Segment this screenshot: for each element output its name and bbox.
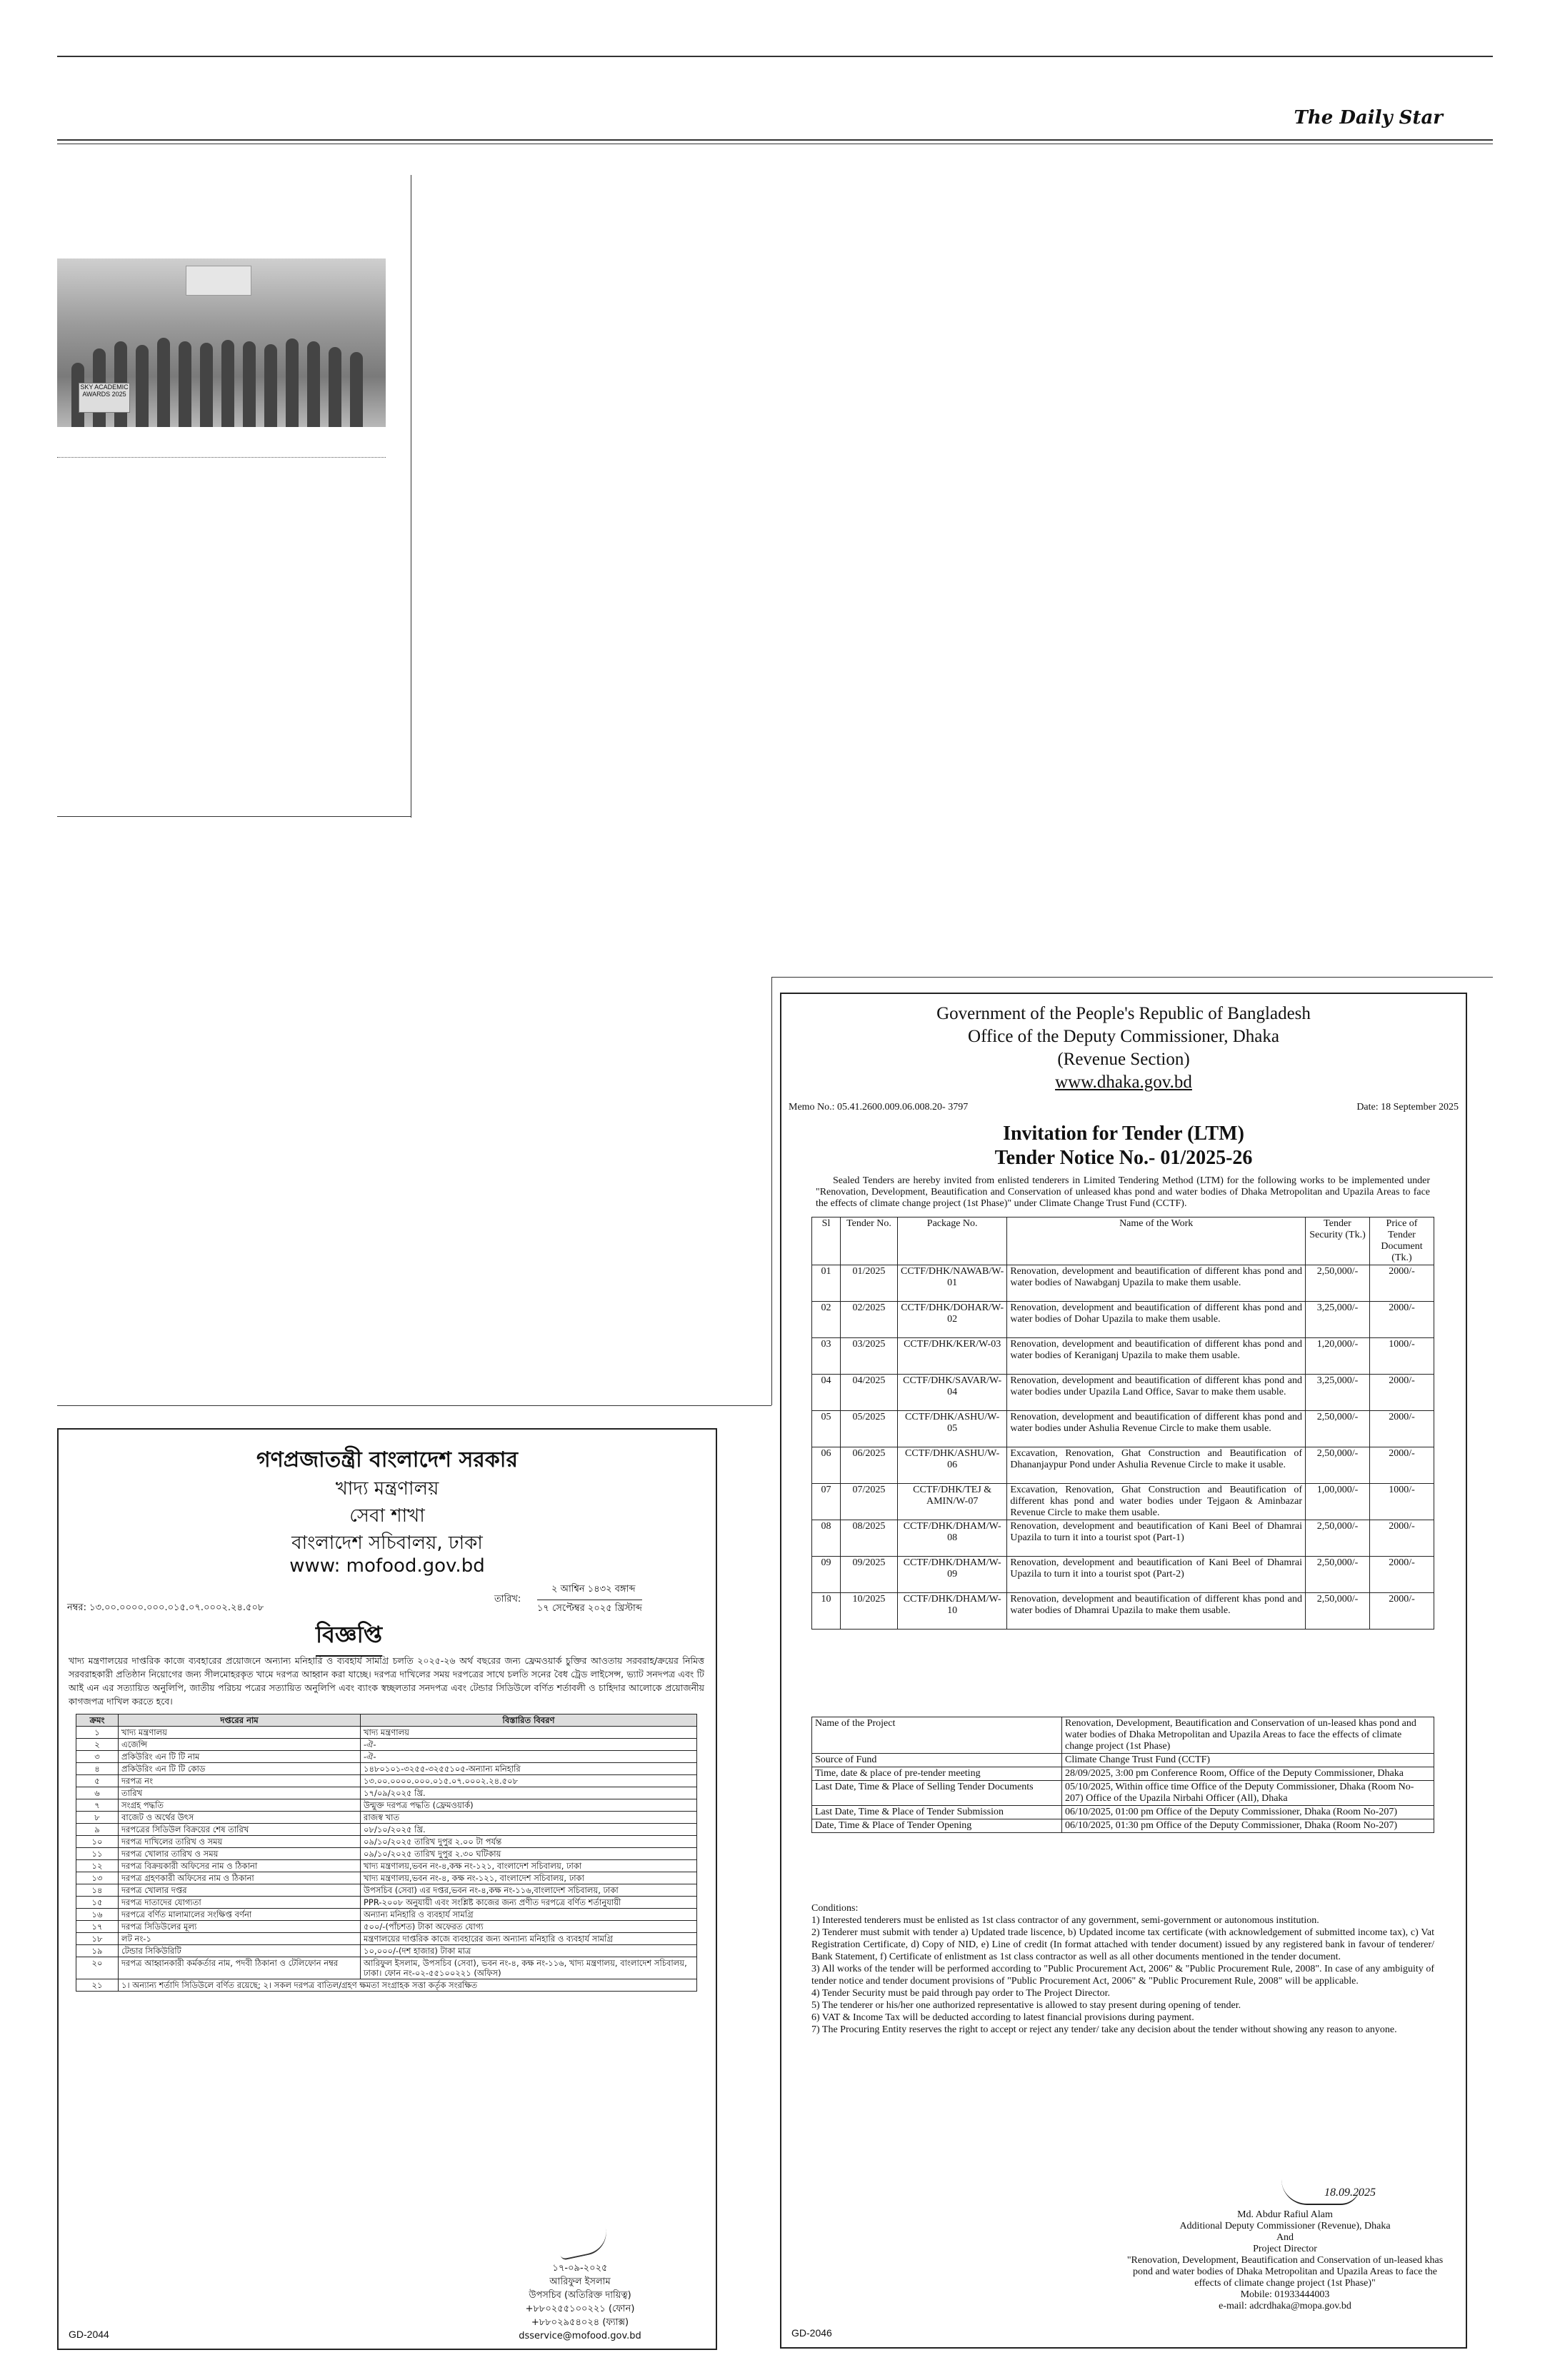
table-row <box>76 1836 697 1848</box>
en-row-cell: 2000/- <box>1370 1265 1434 1302</box>
en-row-cell: 04/2025 <box>841 1375 898 1411</box>
bn-row-label: দরপত্র দাতাদের যোগ্যতা <box>119 1897 361 1909</box>
en-condition-item: 1) Interested tenderers must be enlisted as 1st class contractor of any government, semi-government or autonomous institution. <box>811 1915 1319 1926</box>
en-row-cell: 1,00,000/- <box>1306 1484 1370 1520</box>
en-row-cell: CCTF/DHK/KER/W-03 <box>898 1338 1007 1375</box>
bn-row-serial: ১৮ <box>76 1933 119 1945</box>
en-row-cell: CCTF/DHK/DHAM/W-10 <box>898 1593 1007 1630</box>
table-row <box>76 1945 697 1957</box>
photo-caption-dotted-rule <box>57 457 386 458</box>
en-notice-no: Tender Notice No.- 01/2025-26 <box>994 1147 1253 1169</box>
en-row-cell: CCTF/DHK/ASHU/W-06 <box>898 1447 1007 1484</box>
table-row <box>76 1775 697 1787</box>
table-row <box>812 1819 1434 1833</box>
en-row-cell: 2,50,000/- <box>1306 1520 1370 1557</box>
table-row <box>76 1727 697 1739</box>
bangla-tender-notice <box>57 1428 717 2350</box>
en-info-value: 06/10/2025, 01:00 pm Office of the Deputy Commissioner, Dhaka (Room No-207) <box>1062 1806 1434 1819</box>
en-condition-item: 6) VAT & Income Tax will be deducted according to latest financial provisions during payment. <box>811 2012 1194 2023</box>
en-title: Invitation for Tender (LTM) <box>1003 1123 1244 1145</box>
table-row <box>76 1751 697 1763</box>
bn-row-detail: ১০,০০০/-(দশ হাজার) টাকা মাত্র <box>361 1945 697 1957</box>
bn-place: বাংলাদেশ সচিবালয়, ঢাকা <box>291 1532 483 1554</box>
en-condition-item: 3) All works of the tender will be performed according to "Public Procurement Act, 2006" & "Public Procurement Rule, 2008". In case of any ambiguity of tender notice and tender document provisions of "Public Procurement Act, 2006" & "Public Procurement Rule, 2008" will be applicable. <box>811 1964 1434 1987</box>
en-info-label: Source of Fund <box>812 1754 1062 1767</box>
en-row-cell: Renovation, development and beautification of different khas pond and water bodies of Nawabganj Upazila to make them usable. <box>1007 1265 1306 1302</box>
bn-row-serial: ২১ <box>76 1979 119 1992</box>
en-sig-date: 18.09.2025 <box>1324 2186 1376 2199</box>
en-row-cell: 07 <box>812 1484 841 1520</box>
en-website: www.dhaka.gov.bd <box>1055 1073 1192 1092</box>
table-row <box>812 1593 1434 1630</box>
table-row <box>76 1812 697 1824</box>
en-row-cell: 09/2025 <box>841 1557 898 1593</box>
en-info-label: Last Date, Time & Place of Selling Tender Documents <box>812 1781 1062 1806</box>
en-sig-mobile: Mobile: 01933444003 <box>1240 2289 1330 2300</box>
en-row-cell: 02 <box>812 1302 841 1338</box>
bn-date-bangla: ২ আশ্বিন ১৪৩২ বঙ্গাব্দ <box>551 1584 636 1595</box>
award-placard: SKY ACADEMIC AWARDS 2025 <box>79 383 130 413</box>
table-row <box>76 1897 697 1909</box>
bn-row-notes: ১। অন্যান্য শর্তাদি সিডিউলে বর্ণিত রয়েছে; ২। সকল দরপত্র বাতিল/গ্রহণ ক্ষমতা সংগ্রাহক সত্তা কর্তৃক সংরক্ষিত <box>119 1979 697 1992</box>
en-info-value: Renovation, Development, Beautification and Conservation of un-leased khas pond and water bodies of Dhaka Metropolitan and Upazila Areas to face the effects of climate change project (1st Phase) <box>1062 1717 1434 1754</box>
en-row-cell: CCTF/DHK/ASHU/W-05 <box>898 1411 1007 1447</box>
en-memo: Memo No.: 05.41.2600.009.06.008.20- 3797 <box>789 1102 969 1113</box>
bn-row-label: দরপত্র বিক্রয়কারী অফিসের নাম ও ঠিকানা <box>119 1860 361 1872</box>
bn-sig-phone: +৮৮০২৫৫১০০২২১ (ফোন) <box>525 2304 635 2314</box>
en-gd-number: GD-2046 <box>791 2327 832 2339</box>
en-info-label: Date, Time & Place of Tender Opening <box>812 1819 1062 1833</box>
table-row <box>76 1763 697 1775</box>
en-row-cell: Renovation, development and beautification of Kani Beel of Dhamrai Upazila to turn it into a tourist spot (Part-2) <box>1007 1557 1306 1593</box>
bn-row-detail: রাজস্ব খাত <box>361 1812 697 1824</box>
table-row <box>76 1848 697 1860</box>
bn-row-label: দরপত্র নং <box>119 1775 361 1787</box>
bn-row-detail: -ঐ- <box>361 1739 697 1751</box>
en-intro: Sealed Tenders are hereby invited from enlisted tenderers in Limited Tendering Method (LTM) for the following works to be implemented under "Renovation, Development, Beautification and Conservation of unleased khas pond and water bodies of Dhaka Metropolitan and Upazila Areas to face the effects of climate change project (1st Phase)" under Climate Change Trust Fund (CCTF). <box>816 1175 1430 1209</box>
bn-body: খাদ্য মন্ত্রণালয়ের দাপ্তরিক কাজে ব্যবহারের প্রয়োজনে অন্যান্য মনিহারি ও ব্যবহার্য সামগ্রি চলতি ২০২৫-২৬ অর্থ বছরের জন্য ফ্রেমওয়ার্ক চুক্তির আওতায় সরবরাহ/ক্রয়ের নিমিত্ত সরবরাহকারী প্রতিষ্ঠান নিয়োগের জন্য সীলমোহরকৃত খামে দরপত্র আহ্বান করা যাচ্ছে। দরপত্র দাখিলের সময় দরপত্রের সাথে চলতি সনের বৈধ ট্রেড লাইসেন্স, ভ্যাট সনদপত্র এবং টি আই এন এর সত্যায়িত অনুলিপি, জাতীয় পরিচয় পত্রের সত্যায়িত অনুলিপি এবং ব্যাংক স্বচ্ছলতার সনদপত্র এবং টেন্ডার সিডিউলে বর্ণিত শর্তাবলী ও চাহিদার আলোকে প্রয়োজনীয় কাগজপত্র দাখিল করতে হবে। <box>69 1655 704 1707</box>
en-row-cell: 2,50,000/- <box>1306 1265 1370 1302</box>
en-row-cell: 2000/- <box>1370 1411 1434 1447</box>
en-row-cell: 10 <box>812 1593 841 1630</box>
bn-date-greg: ১৭ সেপ্টেম্বর ২০২৫ খ্রিস্টাব্দ <box>537 1600 642 1617</box>
bn-row-label: দরপত্র খোলার তারিখ ও সময় <box>119 1848 361 1860</box>
bn-row-label: বাজেট ও অর্থের উৎস <box>119 1812 361 1824</box>
table-row <box>812 1781 1434 1806</box>
en-row-cell: 1,20,000/- <box>1306 1338 1370 1375</box>
table-row <box>812 1447 1434 1484</box>
bn-gd-number: GD-2044 <box>69 2329 109 2340</box>
en-row-cell: 03/2025 <box>841 1338 898 1375</box>
bn-row-label: দরপত্র গ্রহণকারী অফিসের নাম ও ঠিকানা <box>119 1872 361 1884</box>
bn-row-label: লট নং-১ <box>119 1933 361 1945</box>
bn-row-detail: খাদ্য মন্ত্রণালয়,ভবন নং-৪, কক্ষ নং-১২১, বাংলাদেশ সচিবালয়, ঢাকা <box>361 1872 697 1884</box>
table-row <box>812 1754 1434 1767</box>
en-row-cell: CCTF/DHK/NAWAB/W-01 <box>898 1265 1007 1302</box>
en-row-cell: 02/2025 <box>841 1302 898 1338</box>
en-sig-pd: Project Director <box>1253 2244 1317 2254</box>
en-row-cell: 09 <box>812 1557 841 1593</box>
en-info-value: 28/09/2025, 3:00 pm Conference Room, Office of the Deputy Commissioner, Dhaka <box>1062 1767 1434 1781</box>
en-row-cell: 1000/- <box>1370 1338 1434 1375</box>
en-row-cell: 2000/- <box>1370 1302 1434 1338</box>
en-row-cell: Renovation, development and beautification of Kani Beel of Dhamrai Upazila to turn it into a tourist spot (Part-1) <box>1007 1520 1306 1557</box>
en-row-cell: 08/2025 <box>841 1520 898 1557</box>
bn-row-label: প্রকিউরিং এন টি টি নাম <box>119 1751 361 1763</box>
table-row <box>812 1557 1434 1593</box>
en-row-cell: 06 <box>812 1447 841 1484</box>
bn-row-detail: খাদ্য মন্ত্রণালয়,ভবন নং-৪,কক্ষ নং-১২১, বাংলাদেশ সচিবালয়, ঢাকা <box>361 1860 697 1872</box>
table-row <box>76 1787 697 1799</box>
mid-left-rule <box>57 1405 771 1406</box>
en-sig-project: "Renovation, Development, Beautification and Conservation of un-leased khas pond and water bodies of Dhaka Metropolitan and Upazila Areas to face the effects of climate change project (1st Phase)" <box>1126 2255 1444 2289</box>
en-row-cell: 2,50,000/- <box>1306 1593 1370 1630</box>
en-row-cell: 2000/- <box>1370 1447 1434 1484</box>
table-row <box>812 1520 1434 1557</box>
bn-row-serial: ১২ <box>76 1860 119 1872</box>
top-rule <box>57 56 1493 57</box>
bn-row-label: তারিখ <box>119 1787 361 1799</box>
bn-row-serial: ৬ <box>76 1787 119 1799</box>
bn-row-serial: ১৪ <box>76 1884 119 1897</box>
en-info-value: 05/10/2025, Within office time Office of the Deputy Commissioner, Dhaka (Room No-207) Office of the Upazila Nirbahi Officer (All), Dhaka <box>1062 1781 1434 1806</box>
bn-gov-heading: গণপ্রজাতন্ত্রী বাংলাদেশ সরকার <box>256 1447 518 1472</box>
bn-row-label: দরপত্র দাখিলের তারিখ ও সময় <box>119 1836 361 1848</box>
bn-row-serial: ৫ <box>76 1775 119 1787</box>
bn-row-serial: ৪ <box>76 1763 119 1775</box>
en-row-cell: Renovation, development and beautification of different khas pond and water bodies under Upazila Land Office, Savar to make them usable. <box>1007 1375 1306 1411</box>
bn-row-detail: -ঐ- <box>361 1751 697 1763</box>
bn-row-serial: ১৫ <box>76 1897 119 1909</box>
bn-signature-mark <box>556 2228 610 2261</box>
table-row <box>812 1265 1434 1302</box>
table-row <box>76 1824 697 1836</box>
mid-rule <box>771 977 1493 978</box>
en-row-cell: 01 <box>812 1265 841 1302</box>
bn-row-serial: ১৯ <box>76 1945 119 1957</box>
en-conditions <box>811 1902 1434 2036</box>
bn-sig-date: ১৭-০৯-২০২৫ <box>552 2263 608 2274</box>
en-row-cell: Excavation, Renovation, Ghat Construction and Beautification of Dhananjaypur Pond under Ashulia Revenue Circle to make it usable. <box>1007 1447 1306 1484</box>
bn-row-detail: ১৩.০০.০০০০.০০০.০১৫.০৭.০০০২.২৪.৫০৮ <box>361 1775 697 1787</box>
bn-sig-fax: +৮৮০২৯৫৪০২৪ (ফ্যাক্স) <box>531 2317 629 2328</box>
en-info-value: Climate Change Trust Fund (CCTF) <box>1062 1754 1434 1767</box>
bn-sig-email: dsservice@mofood.gov.bd <box>519 2331 641 2341</box>
bn-row-detail: উপসচিব (সেবা) এর দপ্তর,ভবন নং-৪,কক্ষ নং-১১৬,বাংলাদেশ সচিবালয়, ঢাকা <box>361 1884 697 1897</box>
en-row-cell: CCTF/DHK/DOHAR/W-02 <box>898 1302 1007 1338</box>
bn-row-serial: ২০ <box>76 1957 119 1979</box>
en-sig-title: Additional Deputy Commissioner (Revenue), Dhaka <box>1179 2221 1391 2231</box>
en-row-cell: 06/2025 <box>841 1447 898 1484</box>
bn-row-detail: ১৭/০৯/২০২৫ খ্রি. <box>361 1787 697 1799</box>
table-row <box>76 1799 697 1812</box>
table-row <box>76 1739 697 1751</box>
bn-row-serial: ২ <box>76 1739 119 1751</box>
bn-row-serial: ১৭ <box>76 1921 119 1933</box>
bn-row-serial: ১৩ <box>76 1872 119 1884</box>
bn-sig-title: উপসচিব (অতিরিক্ত দায়িত্ব) <box>529 2290 631 2301</box>
table-row <box>812 1806 1434 1819</box>
en-info-value: 06/10/2025, 01:30 pm Office of the Deputy Commissioner, Dhaka (Room No-207) <box>1062 1819 1434 1833</box>
en-row-cell: 07/2025 <box>841 1484 898 1520</box>
table-row <box>76 1921 697 1933</box>
bn-row-label: দরপত্র আহ্বানকারী কর্মকর্তার নাম, পদবী ঠিকানা ও টেলিফোন নম্বর <box>119 1957 361 1979</box>
en-gov-heading: Government of the People's Republic of Bangladesh <box>936 1004 1311 1023</box>
bn-row-detail: মন্ত্রণালয়ের দাপ্তরিক কাজে ব্যবহারের জন্য অন্যান্য মনিহারি ও ব্যবহার্য সামগ্রি <box>361 1933 697 1945</box>
table-row <box>812 1375 1434 1411</box>
table-row <box>76 1957 697 1979</box>
english-tender-notice <box>780 993 1467 2349</box>
bn-row-label: প্রকিউরিং এন টি টি কোড <box>119 1763 361 1775</box>
en-row-cell: 3,25,000/- <box>1306 1302 1370 1338</box>
en-table-header: Sl <box>812 1217 841 1265</box>
en-row-cell: 2,50,000/- <box>1306 1447 1370 1484</box>
en-table-header: Package No. <box>898 1217 1007 1265</box>
en-row-cell: 1000/- <box>1370 1484 1434 1520</box>
en-row-cell: Renovation, development and beautification of different khas pond and water bodies of Dohar Upazila to make them usable. <box>1007 1302 1306 1338</box>
en-condition-item: 7) The Procuring Entity reserves the right to accept or reject any tender/ take any decision about the tender without showing any reason to anyone. <box>811 2024 1397 2035</box>
en-row-cell: 2,50,000/- <box>1306 1411 1370 1447</box>
en-table-header: Name of the Work <box>1007 1217 1306 1265</box>
bn-signature-block <box>459 2261 701 2343</box>
bn-row-detail: অন্যান্য মনিহারি ও ব্যবহার্য সামগ্রি <box>361 1909 697 1921</box>
en-row-cell: Excavation, Renovation, Ghat Construction and Beautification of different khas pond and water bodies under Tejgaon & Aminbazar Revenue Circle to make them usable. <box>1007 1484 1306 1520</box>
bn-table <box>76 1714 697 1992</box>
en-table-header: Tender No. <box>841 1217 898 1265</box>
en-condition-item: 5) The tenderer or his/her one authorized representative is allowed to stay present during opening of tender. <box>811 2000 1241 2011</box>
en-row-cell: CCTF/DHK/TEJ & AMIN/W-07 <box>898 1484 1007 1520</box>
bn-row-serial: ১০ <box>76 1836 119 1848</box>
table-row <box>76 1872 697 1884</box>
en-row-cell: 10/2025 <box>841 1593 898 1630</box>
table-row <box>812 1338 1434 1375</box>
bn-branch: সেবা শাখা <box>349 1505 425 1527</box>
en-info-label: Time, date & place of pre-tender meeting <box>812 1767 1062 1781</box>
bn-row-label: দরপত্র খোলার দপ্তর <box>119 1884 361 1897</box>
en-row-cell: 3,25,000/- <box>1306 1375 1370 1411</box>
en-row-cell: 2000/- <box>1370 1593 1434 1630</box>
bn-row-serial: ১৬ <box>76 1909 119 1921</box>
en-row-cell: 2000/- <box>1370 1520 1434 1557</box>
table-row <box>812 1767 1434 1781</box>
en-sig-and: And <box>1276 2232 1294 2243</box>
en-row-cell: Renovation, development and beautification of different khas pond and water bodies of Keraniganj Upazila to make them usable. <box>1007 1338 1306 1375</box>
bn-row-label: সংগ্রহ পদ্ধতি <box>119 1799 361 1812</box>
en-row-cell: 05 <box>812 1411 841 1447</box>
en-info-table <box>811 1717 1434 1833</box>
bn-row-detail: খাদ্য মন্ত্রণালয় <box>361 1727 697 1739</box>
en-row-cell: CCTF/DHK/SAVAR/W-04 <box>898 1375 1007 1411</box>
en-row-cell: CCTF/DHK/DHAM/W-09 <box>898 1557 1007 1593</box>
bn-table-header: দপ্তরের নাম <box>119 1714 361 1727</box>
bn-row-serial: ১ <box>76 1727 119 1739</box>
bn-row-label: দরপত্র সিডিউলের মূল্য <box>119 1921 361 1933</box>
en-section: (Revenue Section) <box>1057 1050 1190 1069</box>
table-row <box>812 1484 1434 1520</box>
header-rule <box>57 139 1493 141</box>
table-row <box>76 1979 697 1992</box>
en-row-cell: 2,50,000/- <box>1306 1557 1370 1593</box>
bn-row-detail: আরিফুল ইসলাম, উপসচিব (সেবা), ভবন নং-৪, কক্ষ নং-১১৬, খাদ্য মন্ত্রণালয়, বাংলাদেশ সচিবালয়, ঢাকা। ফোন নং-০২-৫৫১০০২২১ (অফিস) <box>361 1957 697 1979</box>
en-row-cell: 05/2025 <box>841 1411 898 1447</box>
en-row-cell: 03 <box>812 1338 841 1375</box>
en-signature-block <box>1124 2209 1446 2312</box>
en-row-cell: Renovation, development and beautification of different khas pond and water bodies of Dhamrai Upazila to make them usable. <box>1007 1593 1306 1630</box>
bn-row-detail: ০৮/১০/২০২৫ খ্রি. <box>361 1824 697 1836</box>
bn-row-serial: ৮ <box>76 1812 119 1824</box>
table-row <box>812 1302 1434 1338</box>
bn-row-detail: ০৯/১০/২০২৫ তারিখ দুপুর ২.০০ টা পর্যন্ত <box>361 1836 697 1848</box>
bn-row-detail: ০৯/১০/২০২৫ তারিখ দুপুর ২.৩০ ঘটিকায় <box>361 1848 697 1860</box>
photo-banner <box>186 266 251 296</box>
en-condition-item: 2) Tenderer must submit with tender a) Updated trade liscence, b) Updated income tax certificate (with acknowledgement of submitted income tax), c) Vat Registration Certificate, d) Copy of NID, e) Line of credit (In format attached with tender document) issued by any registered bank in favour of tenderer/ Bank Statement, f) Certificate of enlistment as 1st class contractor as well as all other documents mentioned in the tender document. <box>811 1927 1434 1962</box>
en-row-cell: 2000/- <box>1370 1375 1434 1411</box>
bn-title: বিজ্ঞপ্তি <box>316 1617 382 1657</box>
column-bottom-rule <box>57 816 411 817</box>
table-row <box>76 1909 697 1921</box>
table-row <box>812 1411 1434 1447</box>
bn-row-label: দরপত্রে বর্ণিত মালামালের সংক্ষিপ্ত বর্ণনা <box>119 1909 361 1921</box>
news-photo <box>57 258 386 427</box>
table-row <box>76 1860 697 1872</box>
en-table-header: Price of Tender Document (Tk.) <box>1370 1217 1434 1265</box>
en-office: Office of the Deputy Commissioner, Dhaka <box>968 1027 1279 1046</box>
bn-row-label: টেন্ডার সিকিউরিটি <box>119 1945 361 1957</box>
bn-website: www: mofood.gov.bd <box>289 1555 485 1577</box>
en-info-label: Last Date, Time & Place of Tender Submission <box>812 1806 1062 1819</box>
bn-sig-name: আরিফুল ইসলাম <box>549 2276 611 2287</box>
bn-row-serial: ৩ <box>76 1751 119 1763</box>
en-tender-table <box>811 1217 1434 1630</box>
en-condition-item: 4) Tender Security must be paid through pay order to The Project Director. <box>811 1988 1111 1999</box>
bn-row-label: খাদ্য মন্ত্রণালয় <box>119 1727 361 1739</box>
en-row-cell: 01/2025 <box>841 1265 898 1302</box>
bn-row-detail: ১৪৮০১০১-৩২৫৫-৩২৫৫১০৫-অন্যান্য মনিহারি <box>361 1763 697 1775</box>
en-row-cell: 04 <box>812 1375 841 1411</box>
en-table-header: Tender Security (Tk.) <box>1306 1217 1370 1265</box>
bn-row-serial: ১১ <box>76 1848 119 1860</box>
bn-table-header: ক্রমং <box>76 1714 119 1727</box>
bn-memo: নম্বর: ১৩.০০.০০০০.০০০.০১৫.০৭.০০০২.২৪.৫০৮ <box>67 1602 264 1613</box>
bn-row-label: দরপত্রের সিডিউল বিক্রয়ের শেষ তারিখ <box>119 1824 361 1836</box>
en-row-cell: 2000/- <box>1370 1557 1434 1593</box>
en-info-label: Name of the Project <box>812 1717 1062 1754</box>
en-sig-name: Md. Abdur Rafiul Alam <box>1237 2209 1333 2220</box>
bn-row-detail: PPR-২০০৮ অনুযায়ী এবং সংশ্লিষ্ট কাজের জন্য প্রণীত দরপত্রে বর্ণিত শর্তানুযায়ী <box>361 1897 697 1909</box>
mid-divider <box>771 977 772 1405</box>
en-conditions-title: Conditions: <box>811 1903 859 1914</box>
bn-row-detail: উন্মুক্ত দরপত্র পদ্ধতি (ফ্রেমওয়ার্ক) <box>361 1799 697 1812</box>
en-row-cell: CCTF/DHK/DHAM/W-08 <box>898 1520 1007 1557</box>
en-sig-email: e-mail: adcrdhaka@mopa.gov.bd <box>1219 2301 1351 2311</box>
en-row-cell: 08 <box>812 1520 841 1557</box>
bn-ministry: খাদ্য মন্ত্রণালয় <box>335 1478 439 1500</box>
table-row <box>812 1717 1434 1754</box>
bn-row-serial: ৭ <box>76 1799 119 1812</box>
bn-row-detail: ৫০০/-(পাঁচশত) টাকা অফেরত যোগ্য <box>361 1921 697 1933</box>
table-row <box>76 1884 697 1897</box>
bn-row-label: এজেন্সি <box>119 1739 361 1751</box>
bn-table-header: বিস্তারিত বিবরণ <box>361 1714 697 1727</box>
bn-date-label: তারিখ: <box>494 1594 521 1605</box>
masthead-logo: The Daily Star <box>1294 107 1443 129</box>
en-date: Date: 18 September 2025 <box>1356 1102 1459 1113</box>
en-row-cell: Renovation, development and beautification of different khas pond and water bodies under Ashulia Revenue Circle to make them usable. <box>1007 1411 1306 1447</box>
bn-row-serial: ৯ <box>76 1824 119 1836</box>
table-row <box>76 1933 697 1945</box>
